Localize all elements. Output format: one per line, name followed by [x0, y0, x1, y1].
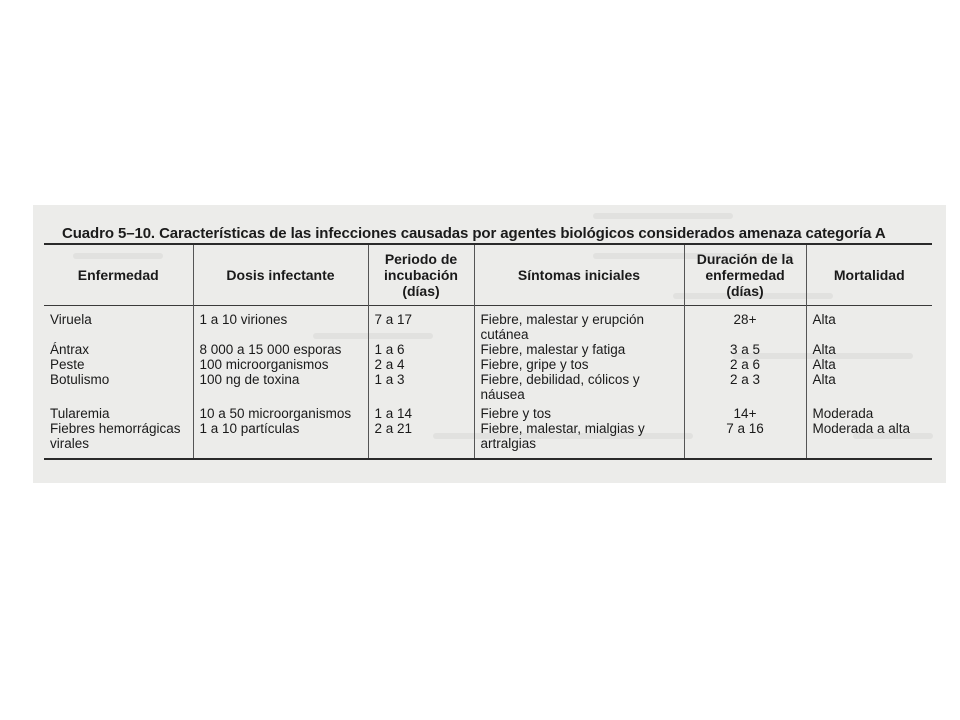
cell-duracion: 7 a 16: [684, 421, 806, 458]
cell-mortalidad: Alta: [806, 372, 932, 406]
table-title: Cuadro 5–10. Características de las infecciones causadas por agentes biológicos considerados amenaza categoría A: [62, 225, 886, 242]
table-row: [44, 342, 932, 357]
cell-incubacion: 2 a 4: [368, 357, 474, 372]
cell-mortalidad: Moderada a alta: [806, 421, 932, 458]
cell-duracion: 3 a 5: [684, 342, 806, 357]
cell-incubacion: 2 a 21: [368, 421, 474, 458]
cell-sintomas: Fiebre, malestar, mialgias y artralgias: [474, 421, 684, 458]
header-duracion: Duración de la enfermedad (días): [684, 245, 806, 305]
cell-mortalidad: Alta: [806, 357, 932, 372]
cell-dosis: 100 ng de toxina: [193, 372, 368, 406]
cell-incubacion: 1 a 6: [368, 342, 474, 357]
header-incubacion: Periodo de incubación (días): [368, 245, 474, 305]
cell-duracion: 2 a 3: [684, 372, 806, 406]
cell-incubacion: 1 a 14: [368, 406, 474, 421]
cell-mortalidad: Alta: [806, 305, 932, 342]
cell-enfermedad: Ántrax: [50, 342, 90, 357]
cell-dosis: 1 a 10 partículas: [193, 421, 368, 458]
cell-sintomas: Fiebre, malestar y fatiga: [474, 342, 684, 357]
header-dosis: Dosis infectante: [193, 245, 368, 305]
table-row: [44, 372, 932, 406]
infections-table: [44, 245, 932, 458]
table-row: [44, 305, 932, 342]
cell-dosis: 10 a 50 microorganismos: [193, 406, 368, 421]
cell-duracion: 28+: [684, 305, 806, 342]
cell-sintomas: Fiebre, debilidad, cólicos y náusea: [474, 372, 684, 406]
header-enfermedad: Enfermedad: [77, 267, 159, 283]
table-row: [44, 357, 932, 372]
cell-dosis: 100 microorganismos: [193, 357, 368, 372]
cell-incubacion: 1 a 3: [368, 372, 474, 406]
cell-duracion: 14+: [684, 406, 806, 421]
cell-incubacion: 7 a 17: [368, 305, 474, 342]
cell-dosis: 1 a 10 viriones: [193, 305, 368, 342]
cell-mortalidad: Alta: [806, 342, 932, 357]
cell-duracion: 2 a 6: [684, 357, 806, 372]
table-row: [44, 406, 932, 421]
cell-enfermedad: Tularemia: [50, 406, 110, 421]
cell-sintomas: Fiebre y tos: [474, 406, 684, 421]
header-row: [44, 245, 932, 305]
table-bottom-rule: [44, 458, 932, 460]
header-sintomas: Síntomas iniciales: [474, 245, 684, 305]
cell-sintomas: Fiebre, malestar y erupción cutánea: [474, 305, 684, 342]
header-mortalidad: Mortalidad: [806, 245, 932, 305]
cell-enfermedad: Peste: [50, 357, 85, 372]
cell-mortalidad: Moderada: [806, 406, 932, 421]
cell-dosis: 8 000 a 15 000 esporas: [193, 342, 368, 357]
table-row: [44, 421, 932, 458]
cell-enfermedad: Botulismo: [50, 372, 110, 387]
cell-enfermedad: Fiebres hemorrágicas virales: [50, 421, 181, 451]
cell-enfermedad: Viruela: [50, 312, 92, 327]
cell-sintomas: Fiebre, gripe y tos: [474, 357, 684, 372]
